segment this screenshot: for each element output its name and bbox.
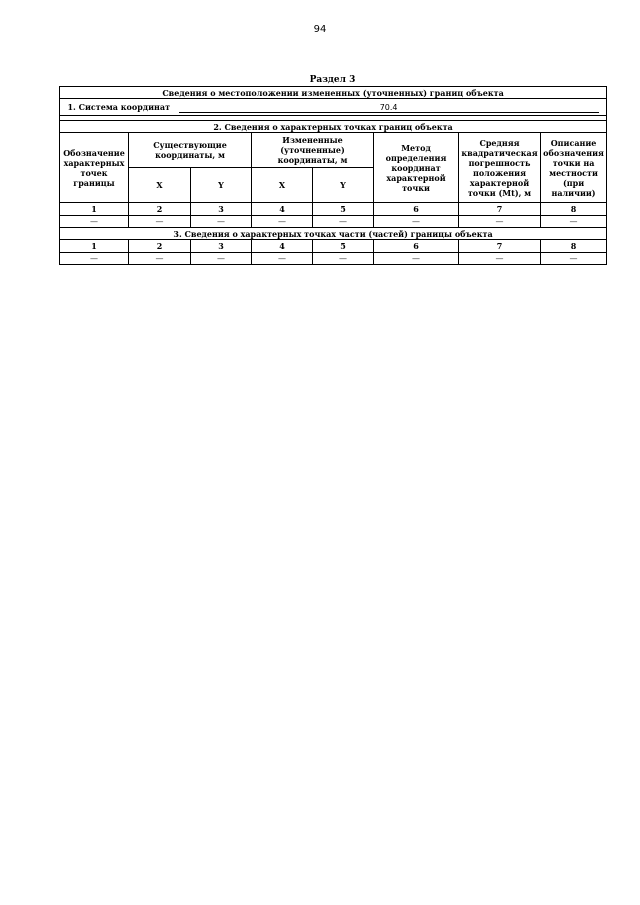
boundary-table [59,86,607,265]
coord-system-label: 1. Система координат [67,101,171,112]
empty-cell: — [191,253,252,265]
coord-system-row [60,99,607,116]
column-number-row [60,203,607,216]
column-number: 6 [374,203,459,216]
header-changed-y: Y [313,168,374,203]
header-designation: Обозначение характерных точек границы [60,133,129,203]
header-existing-y: Y [191,168,252,203]
header-existing-coords: Существующие координаты, м [129,133,252,168]
column-number: 1 [60,203,129,216]
table-row [60,253,607,265]
empty-cell: — [60,253,129,265]
header-existing-x: X [129,168,191,203]
empty-cell: — [459,216,541,228]
empty-cell: — [313,253,374,265]
empty-cell: — [252,216,313,228]
header-error: Средняя квадратическая погрешность положения характерной точки (Mt), м [459,133,541,203]
empty-cell: — [129,216,191,228]
column-number: 1 [60,240,129,253]
empty-cell: — [252,253,313,265]
header-description: Описание обозначения точки на местности (при наличии) [541,133,607,203]
column-number: 6 [374,240,459,253]
table-row [60,216,607,228]
empty-cell: — [541,253,607,265]
part2-title: 2. Сведения о характерных точках границ объекта [60,121,607,133]
header-method: Метод определения координат характерной точки [374,133,459,203]
column-number-row [60,240,607,253]
column-number: 8 [541,240,607,253]
column-number: 2 [129,240,191,253]
empty-cell: — [129,253,191,265]
header-changed-x: X [252,168,313,203]
column-number: 2 [129,203,191,216]
part3-title: 3. Сведения о характерных точках части (частей) границы объекта [60,228,607,240]
column-number: 8 [541,203,607,216]
column-number: 7 [459,240,541,253]
empty-cell: — [459,253,541,265]
empty-cell: — [60,216,129,228]
empty-cell: — [374,216,459,228]
column-number: 7 [459,203,541,216]
header-changed-coords: Измененные (уточненные) координаты, м [252,133,374,168]
empty-cell: — [374,253,459,265]
column-number: 5 [313,240,374,253]
empty-cell: — [191,216,252,228]
table-title: Сведения о местоположении измененных (уточненных) границ объекта [60,87,607,99]
page-number: 94 [313,24,327,35]
empty-cell: — [541,216,607,228]
column-number: 4 [252,203,313,216]
empty-cell: — [313,216,374,228]
column-number: 3 [191,203,252,216]
column-number: 4 [252,240,313,253]
coord-system-value: 70.4 [179,103,599,113]
column-number: 5 [313,203,374,216]
column-number: 3 [191,240,252,253]
section-title: Раздел 3 [309,75,356,85]
